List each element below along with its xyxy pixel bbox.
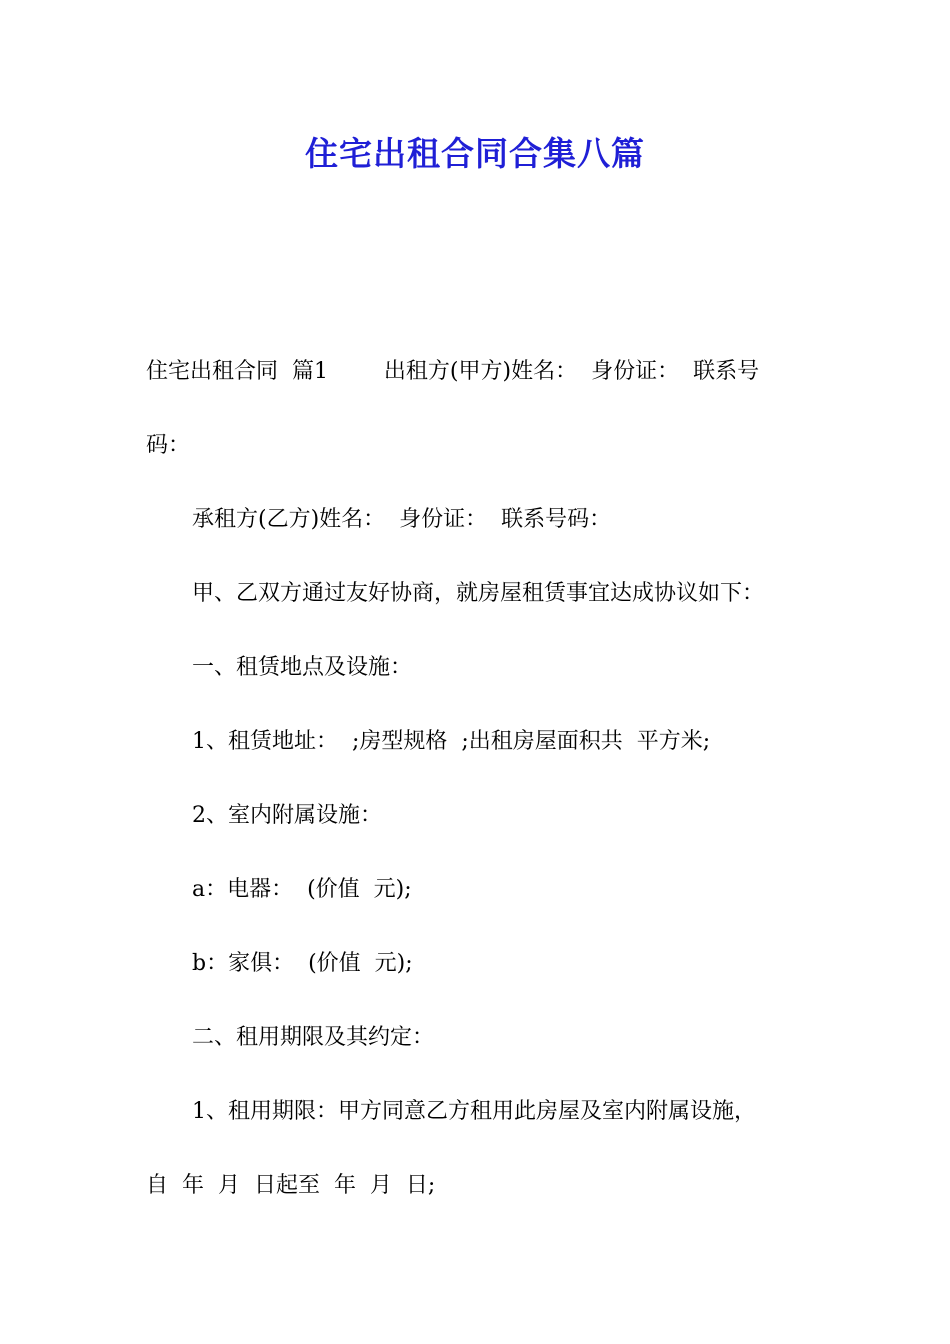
paragraph-address: 1、租赁地址： ;房型规格 ;出租房屋面积共 平方米; <box>192 729 711 754</box>
paragraph-appliances: a：电器： (价值 元); <box>192 877 412 902</box>
paragraph-lessor-info: 住宅出租合同 篇1 出租方(甲方)姓名： 身份证： 联系号 <box>146 359 760 384</box>
paragraph-term: 1、租用期限：甲方同意乙方租用此房屋及室内附属设施， <box>192 1099 756 1124</box>
paragraph-agreement-intro: 甲、乙双方通过友好协商，就房屋租赁事宜达成协议如下： <box>192 581 765 606</box>
section-heading-location: 一、租赁地点及设施： <box>192 655 413 680</box>
paragraph-lessor-info-cont: 码： <box>146 433 191 458</box>
document-title: 住宅出租合同合集八篇 <box>305 134 645 173</box>
paragraph-term-dates: 自 年 月 日起至 年 月 日; <box>146 1173 436 1198</box>
paragraph-lessee-info: 承租方(乙方)姓名： 身份证： 联系号码： <box>192 507 612 532</box>
paragraph-furniture: b：家俱： (价值 元); <box>192 951 413 976</box>
paragraph-facilities: 2、室内附属设施： <box>192 803 382 828</box>
document-body <box>146 335 806 1223</box>
section-heading-term: 二、租用期限及其约定： <box>192 1025 435 1050</box>
